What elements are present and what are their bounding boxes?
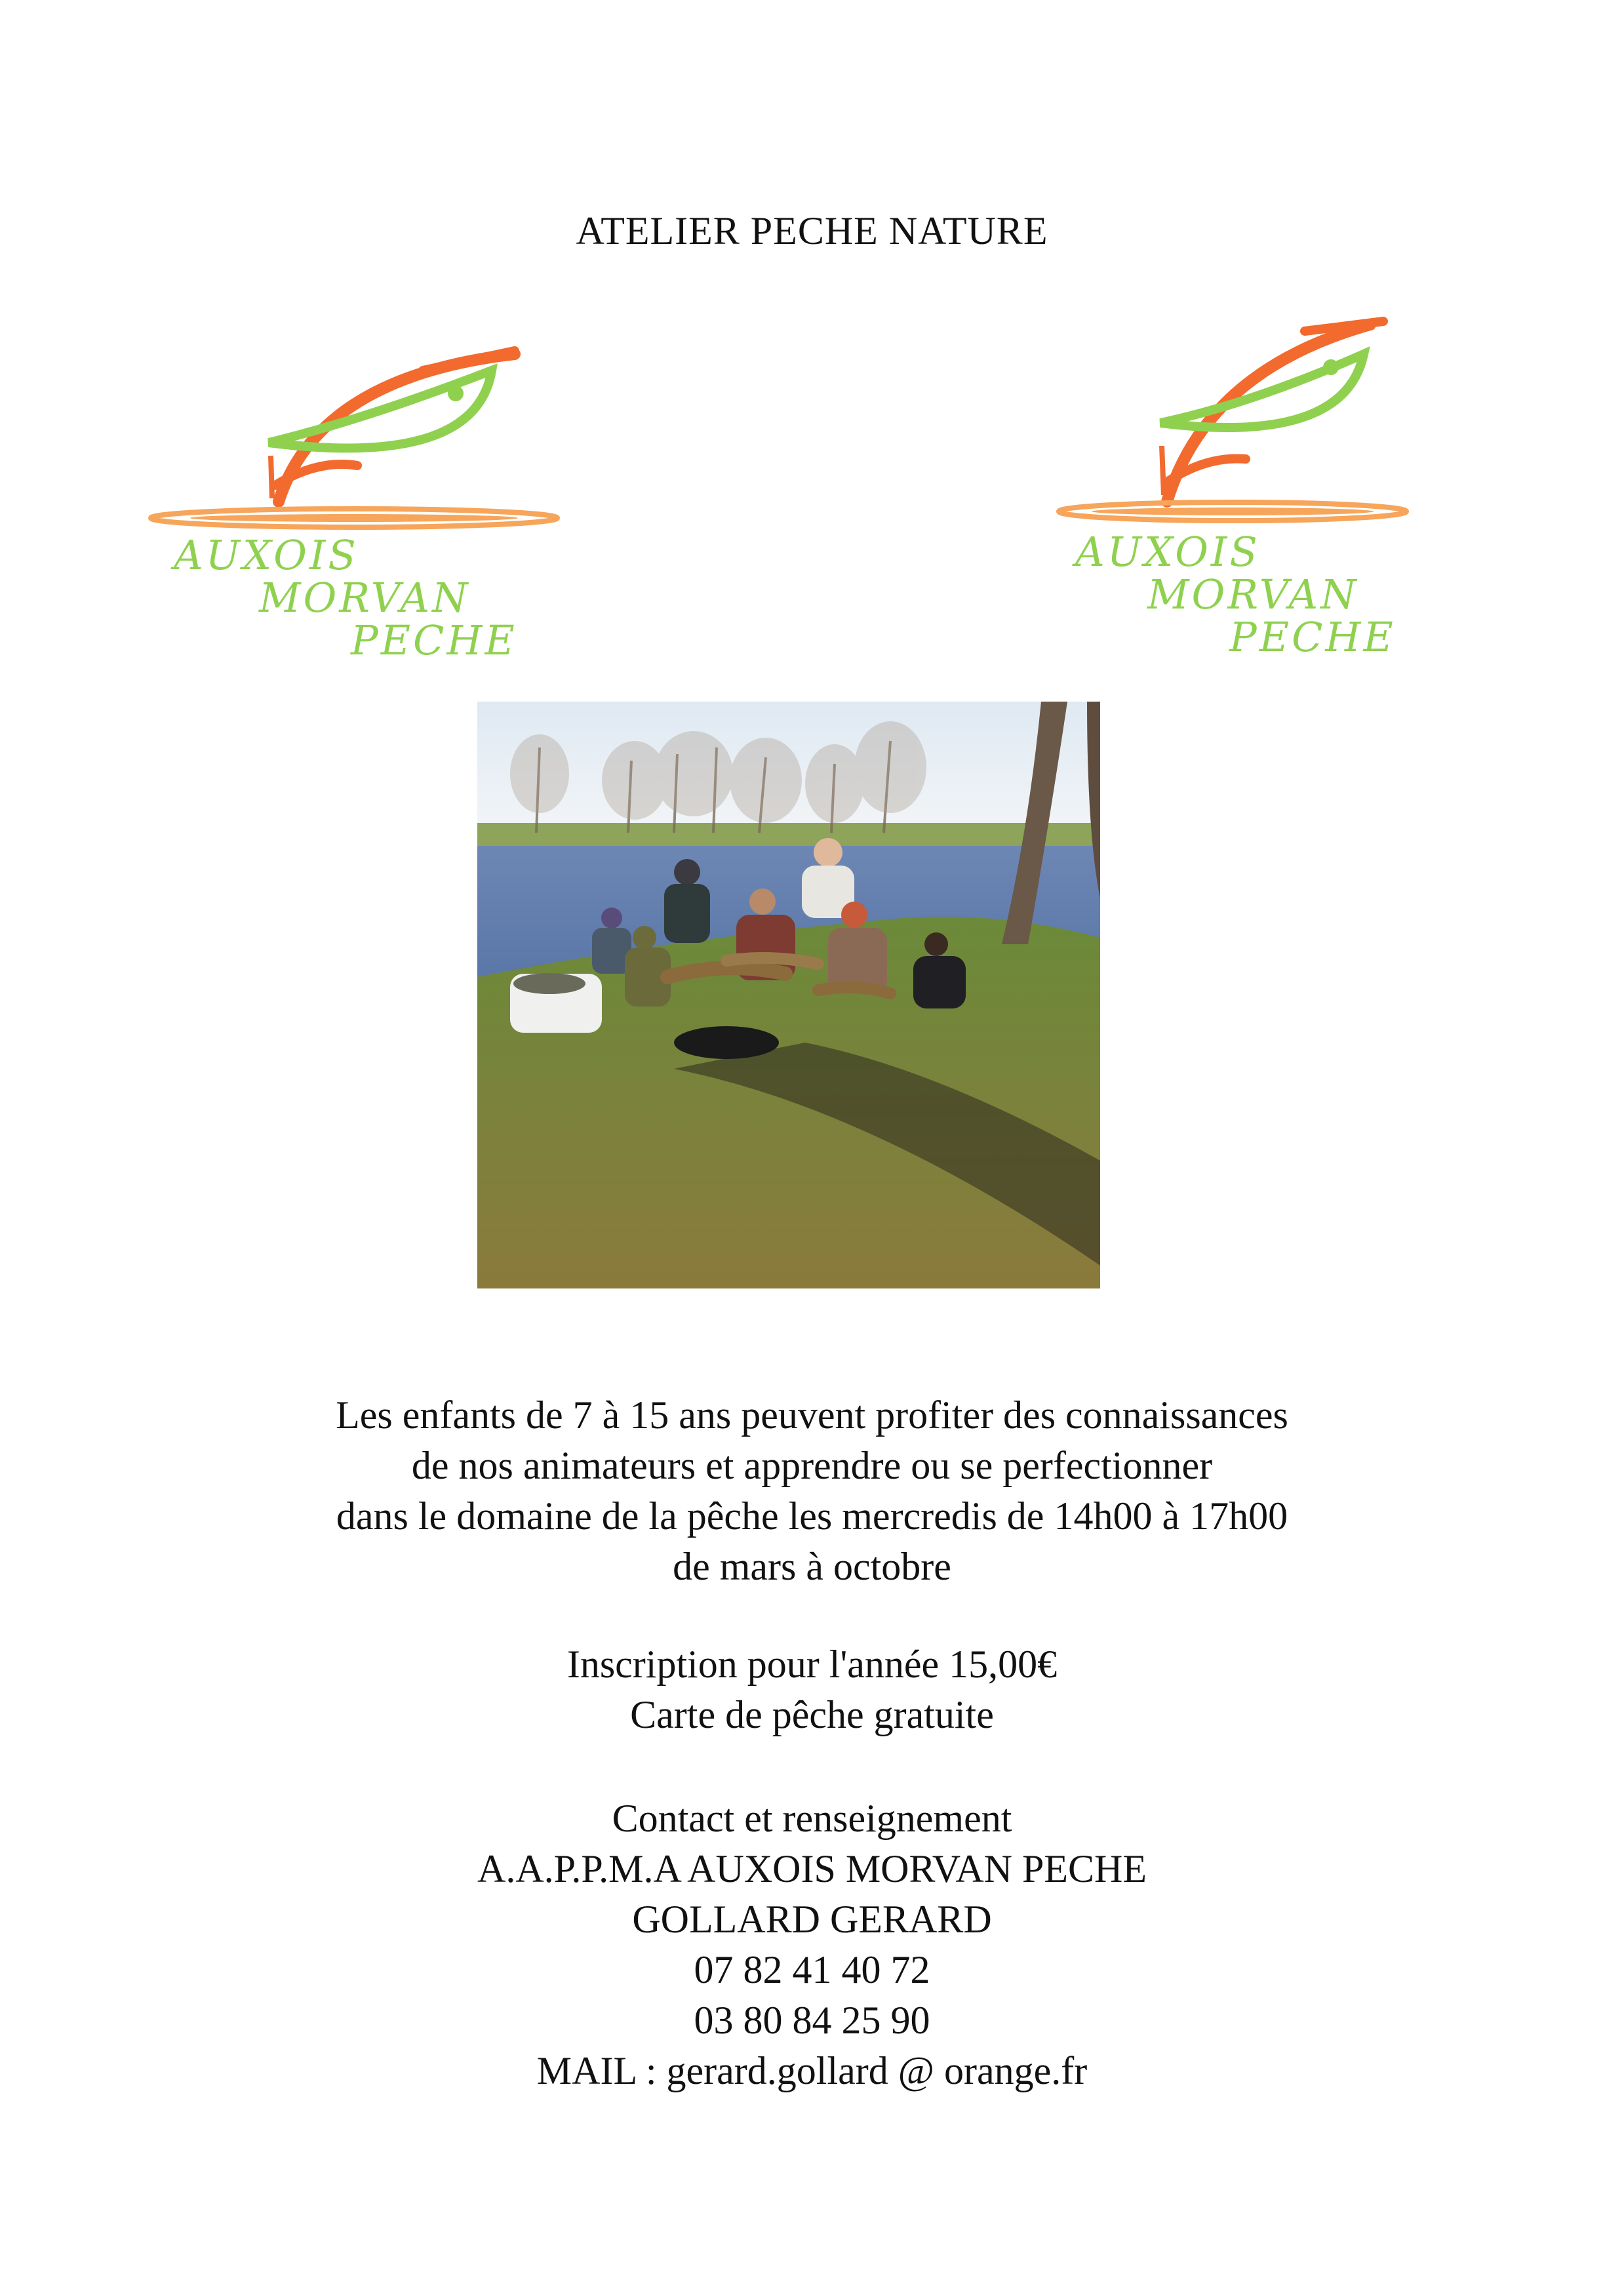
fishing-group-photo — [477, 702, 1100, 1288]
logo-text-line3: PECHE — [1229, 613, 1396, 661]
logo-text-line2: MORVAN — [1147, 570, 1359, 618]
logo-text-line1: AUXOIS — [1075, 528, 1260, 576]
page-title: ATELIER PECHE NATURE — [576, 209, 1048, 252]
fish-logo-icon — [148, 305, 567, 541]
description-line: dans le domaine de la pêche les mercredis de 14h00 à 17h00 — [336, 1494, 1288, 1538]
photo-scene-icon — [477, 702, 1100, 1288]
contact-block — [0, 1793, 1624, 2096]
description-line: de nos animateurs et apprendre ou se perfectionner — [411, 1444, 1213, 1487]
club-logo-right — [1056, 305, 1475, 672]
fish-logo-icon — [1056, 305, 1475, 541]
description-block — [0, 1390, 1624, 1592]
registration-fee: Inscription pour l'année 15,00€ — [566, 1643, 1058, 1686]
contact-name: GOLLARD GERARD — [632, 1898, 992, 1941]
club-logo-left — [148, 305, 567, 672]
fishing-card-note: Carte de pêche gratuite — [630, 1693, 994, 1736]
contact-phone-landline: 03 80 84 25 90 — [694, 1999, 930, 2042]
description-line: de mars à octobre — [673, 1545, 951, 1588]
contact-email: MAIL : gerard.gollard @ orange.fr — [536, 2049, 1088, 2092]
contact-organization: A.A.P.P.M.A AUXOIS MORVAN PECHE — [477, 1847, 1147, 1890]
logo-text-line1: AUXOIS — [174, 531, 359, 579]
logo-text-line3: PECHE — [351, 616, 517, 664]
contact-heading: Contact et renseignement — [612, 1797, 1012, 1840]
pricing-block — [0, 1639, 1624, 1740]
logo-text-line2: MORVAN — [259, 574, 471, 622]
description-line: Les enfants de 7 à 15 ans peuvent profiter des connaissances — [336, 1393, 1288, 1437]
contact-phone-mobile: 07 82 41 40 72 — [694, 1948, 930, 1991]
